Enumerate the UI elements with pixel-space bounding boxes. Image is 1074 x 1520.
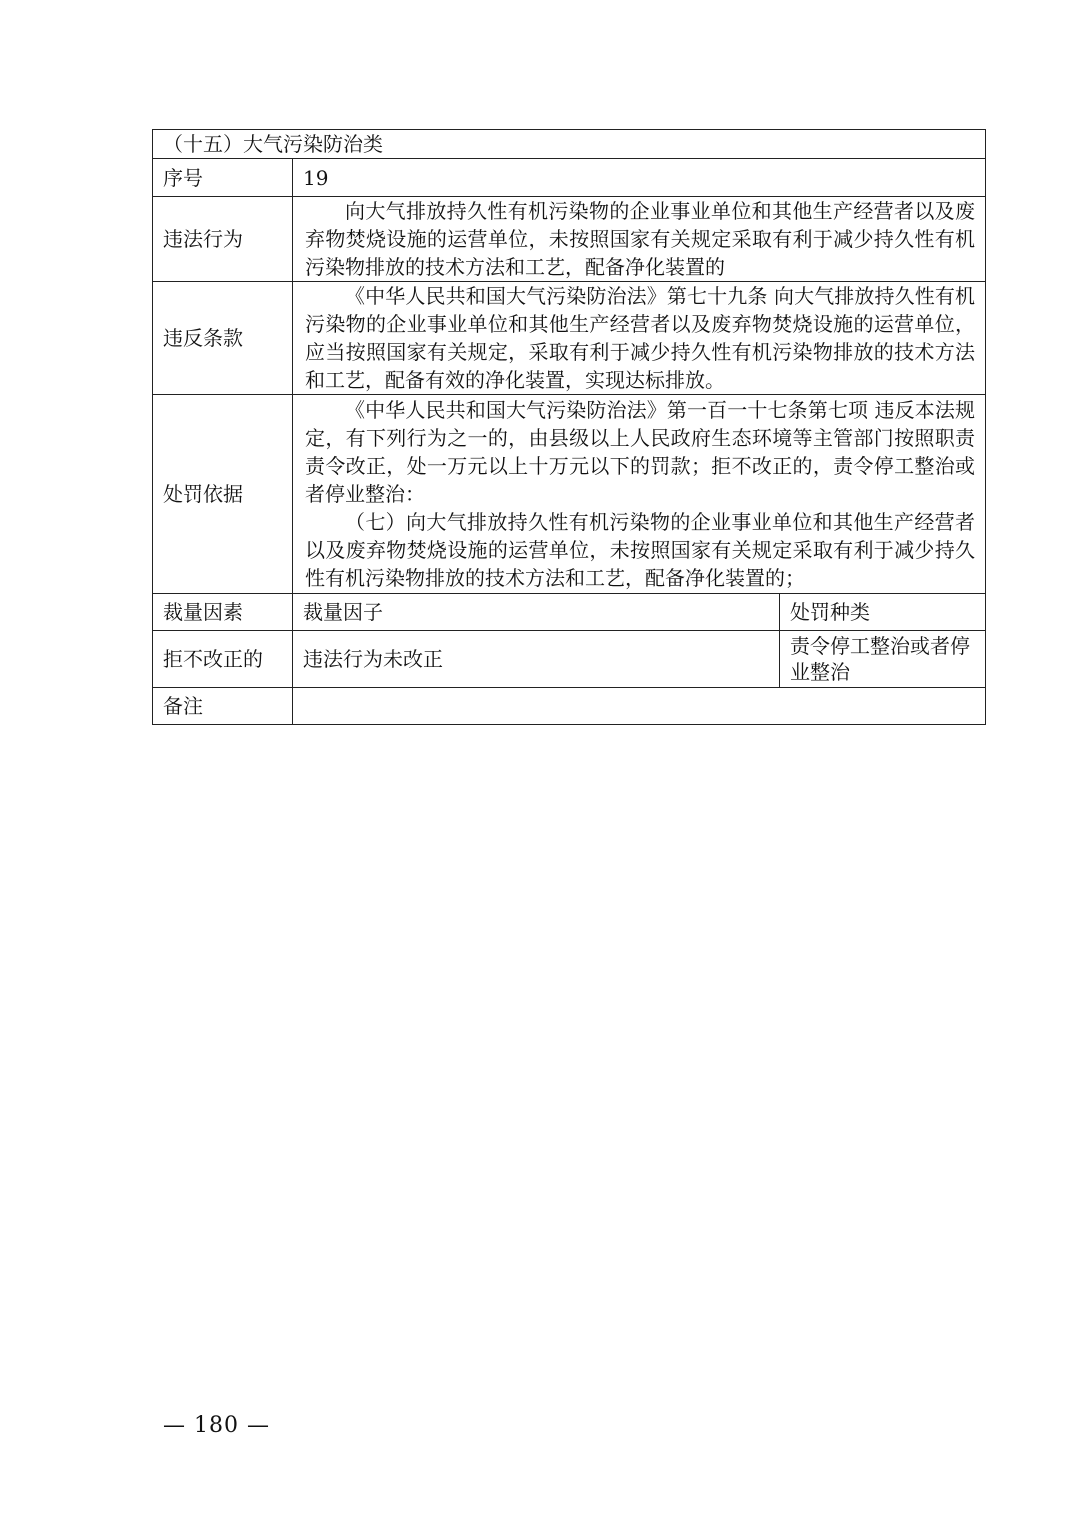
- note-label: 备注: [153, 688, 293, 725]
- seq-row: [153, 159, 986, 197]
- violation-row: [153, 197, 986, 282]
- note-value: [293, 688, 986, 725]
- discretion-header-row: [153, 594, 986, 631]
- penalty-standard-table: [152, 129, 986, 725]
- seq-value: 19: [293, 159, 986, 197]
- penalty-type-header: 处罚种类: [780, 594, 986, 631]
- page-number: — 180 —: [163, 1413, 270, 1438]
- clause-text: 《中华人民共和国大气污染防治法》第七十九条 向大气排放持久性有机污染物的企业事业单位和其他生产经营者以及废弃物焚烧设施的运营单位，应当按照国家有关规定，采取有利于减少持久性有机污染物排放的技术方法和工艺，配备有效的净化装置，实现达标排放。: [305, 284, 976, 392]
- discretion-item-penalty-type: 责令停工整治或者停业整治: [780, 631, 986, 688]
- penalty-basis-label: 处罚依据: [153, 395, 293, 594]
- section-title: （十五）大气污染防治类: [153, 130, 986, 159]
- penalty-basis-paragraph: 《中华人民共和国大气污染防治法》第一百一十七条第七项 违反本法规定，有下列行为之一的，由县级以上人民政府生态环境等主管部门按照职责责令改正，处一万元以上十万元以下的罚款；拒不改正的，责令停工整治或者停业整治：: [305, 398, 976, 506]
- note-row: [153, 688, 986, 725]
- section-title-row: [153, 130, 986, 159]
- factor-header: 裁量因子: [293, 594, 780, 631]
- violation-label: 违法行为: [153, 197, 293, 282]
- clause-cell: [293, 282, 986, 395]
- clause-row: [153, 282, 986, 395]
- discretion-label: 裁量因素: [153, 594, 293, 631]
- penalty-basis-paragraph: （七）向大气排放持久性有机污染物的企业事业单位和其他生产经营者以及废弃物焚烧设施的运营单位，未按照国家有关规定采取有利于减少持久性有机污染物排放的技术方法和工艺，配备净化装置的；: [305, 510, 976, 590]
- penalty-basis-row: [153, 395, 986, 594]
- seq-label: 序号: [153, 159, 293, 197]
- penalty-basis-cell: [293, 395, 986, 594]
- discretion-item-label: 拒不改正的: [153, 631, 293, 688]
- violation-cell: [293, 197, 986, 282]
- discretion-item-row: [153, 631, 986, 688]
- violation-text: 向大气排放持久性有机污染物的企业事业单位和其他生产经营者以及废弃物焚烧设施的运营单位，未按照国家有关规定采取有利于减少持久性有机污染物排放的技术方法和工艺，配备净化装置的: [305, 199, 976, 279]
- clause-label: 违反条款: [153, 282, 293, 395]
- discretion-item-factor: 违法行为未改正: [293, 631, 780, 688]
